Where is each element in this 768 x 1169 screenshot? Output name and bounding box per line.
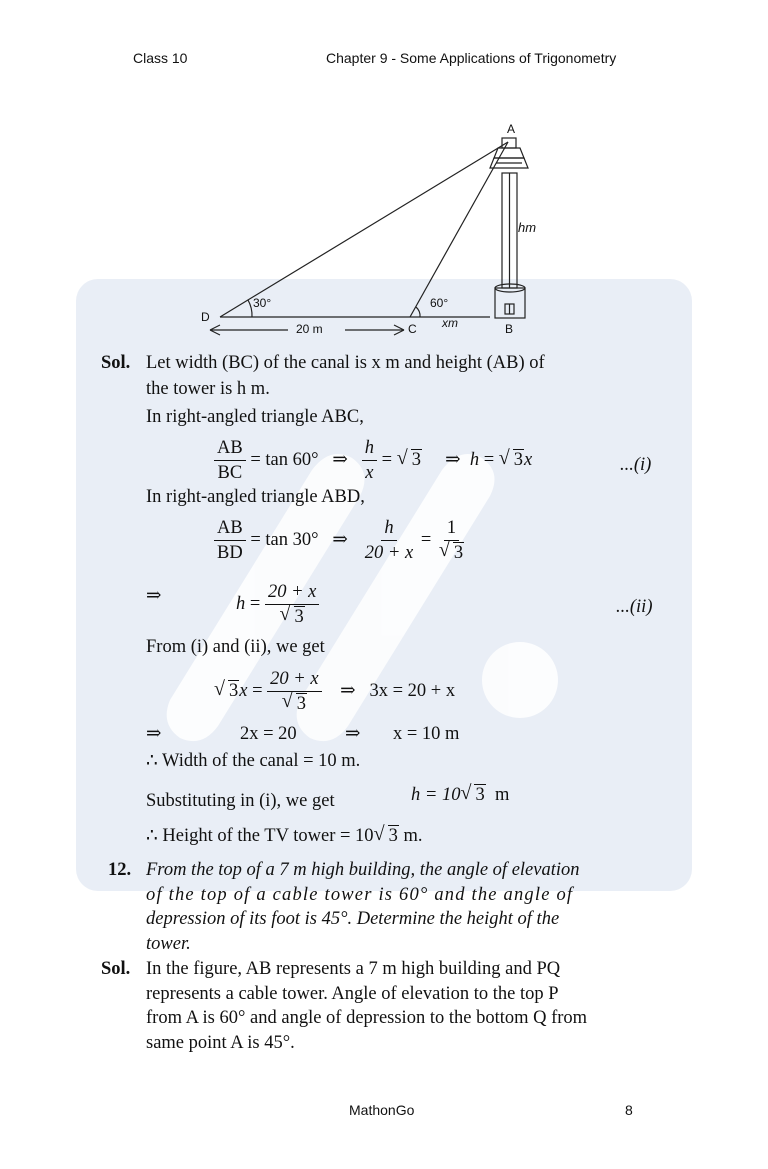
label-c: C — [408, 322, 417, 336]
label-x: xm — [442, 316, 458, 330]
equation-3-body: h = 20 + x √ 3 — [236, 581, 319, 628]
h-result: h = 10 √ 3 m — [411, 782, 510, 805]
ref-ii: ...(ii) — [616, 597, 653, 617]
line-da — [220, 142, 508, 317]
triangle-abd-text: In right-angled triangle ABD, — [146, 487, 365, 507]
header-chapter: Chapter 9 - Some Applications of Trigonometry — [326, 50, 617, 66]
label-b: B — [505, 322, 514, 336]
eq5-x10: x = 10 m — [393, 724, 460, 744]
label-20m: 20 m — [296, 322, 323, 336]
equation-1: $\frac{AB}{BC}$ = tan 60° ⇒ $\frac{h}{x}$ = √ 3 ⇒ h = √ 3x — [214, 437, 532, 484]
label-angle-d: 30° — [253, 296, 272, 310]
sol-line-2: the tower is h m. — [146, 379, 270, 399]
label-a: A — [507, 122, 516, 136]
triangle-abc-text: In right-angled triangle ABC, — [146, 407, 364, 427]
ref-i: ...(i) — [620, 455, 652, 475]
label-h: hm — [518, 220, 537, 235]
equation-3: ⇒ — [146, 586, 162, 606]
footer-brand: MathonGo — [349, 1102, 415, 1118]
sol-12-label: Sol. — [101, 959, 131, 979]
sol-12-text: In the figure, AB represents a 7 m high building and PQ represents a cable tower. Angle of elevation to the top P from A is 60° and angle of depression to the bottom Q from same point A is 45°. — [146, 959, 588, 1053]
substituting-text: Substituting in (i), we get — [146, 791, 335, 811]
eq5-implies-1: ⇒ — [146, 724, 162, 744]
question-12-number: 12. — [108, 860, 132, 880]
eq5-implies-2: ⇒ — [345, 724, 361, 744]
equation-2: $\frac{AB}{BD}$ = tan 30° ⇒ $\frac{h}{20 + x}$ = 1 √ 3 — [214, 517, 467, 564]
eq5-2x: 2x = 20 — [240, 724, 297, 744]
page-number: 8 — [625, 1102, 633, 1118]
question-12-text: From the top of a 7 m high building, the angle of elevation of the top of a cable tower is 60° and the angle of depression of its foot is 45°. Determine the height of the tower. — [146, 860, 580, 954]
therefore-width: ∴ Width of the canal = 10 m. — [146, 751, 361, 771]
from-text: From (i) and (ii), we get — [146, 637, 325, 657]
label-d: D — [201, 310, 210, 324]
label-angle-c: 60° — [430, 296, 449, 310]
equation-4: √ 3x = 20 + x √ 3 ⇒ 3x = 20 + x — [214, 669, 456, 714]
header-class: Class 10 — [133, 50, 188, 66]
sol-label: Sol. — [101, 353, 131, 373]
sol-line-1: Let width (BC) of the canal is x m and height (AB) of — [146, 353, 545, 373]
therefore-height: ∴ Height of the TV tower = 10 √ 3 m. — [146, 823, 423, 846]
tower-canal-figure — [190, 118, 570, 343]
